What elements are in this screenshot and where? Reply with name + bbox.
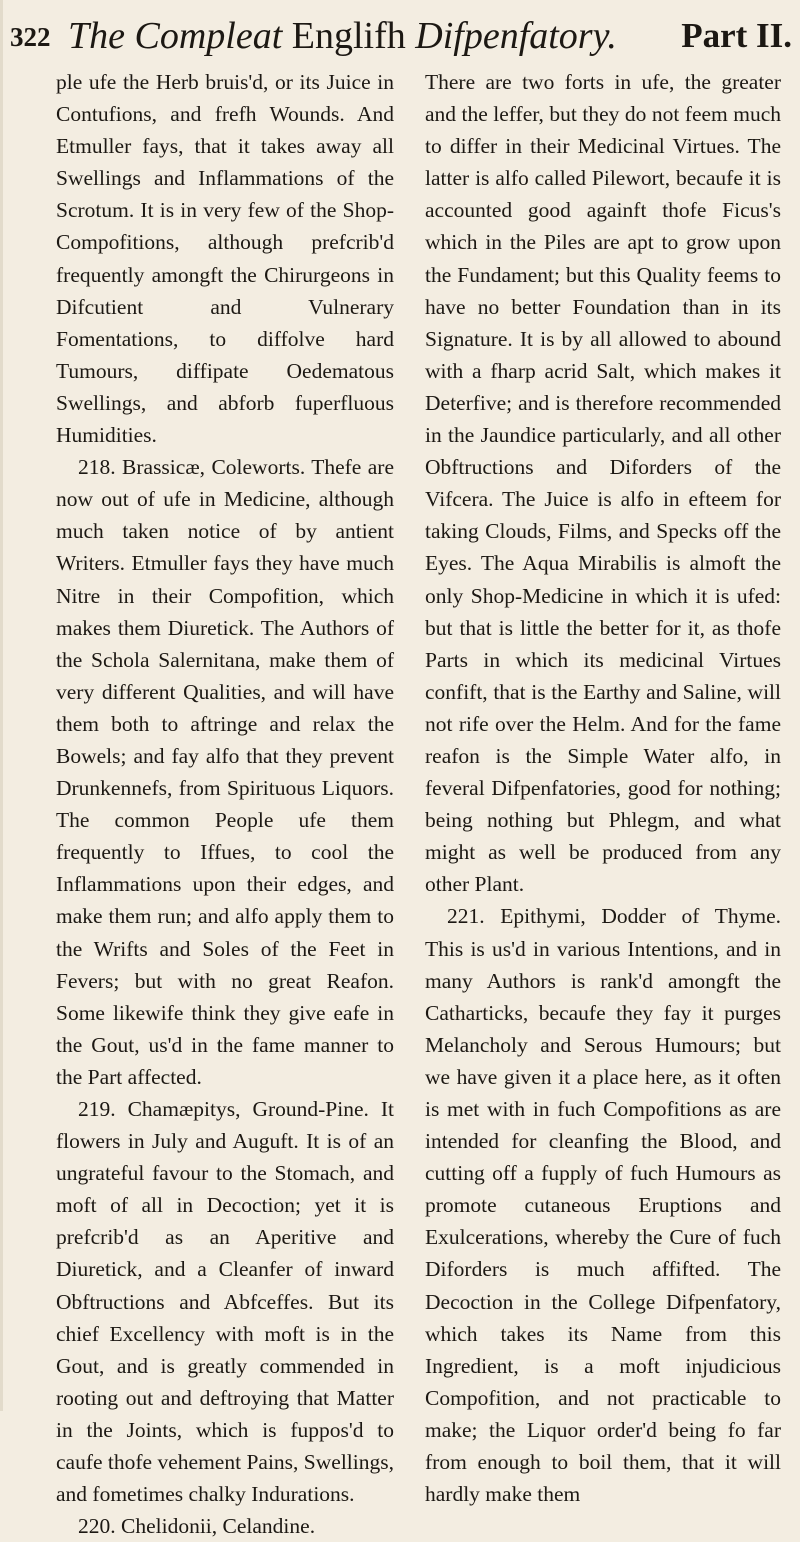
page-number: 322 [10, 22, 51, 52]
page-header [0, 10, 800, 66]
page-edge [0, 0, 3, 1411]
running-title-italic-1: The Compleat [68, 15, 283, 57]
running-title [68, 14, 617, 58]
paragraph: 218. Brassicæ, Coleworts. Thefe are now out of ufe in Medicine, although much taken notice of by antient Writers. Etmuller fays they have much Nitre in their Compofition, which makes them Diuretick. The Authors of the Schola Salernitana, make them of very different Qualities, and will have them both to aftringe and relax the Bowels; and fay alfo that they prevent Drunkennefs, from Spirituous Liquors. The common People ufe them frequently to Iffues, to cool the Inflammations upon their edges, and make them run; and alfo apply them to the Wrifts and Soles of the Feet in Fevers; but with no great Reafon. Some likewife think they give eafe in the Gout, us'd in the fame manner to the Part affected. [56, 455, 394, 1089]
part-label: Part II. [681, 16, 792, 55]
paragraph: ple ufe the Herb bruis'd, or its Juice in Contufions, and frefh Wounds. And Etmuller fays, that it takes away all Swellings and Inflammations of the Scrotum. It is in very few of the Shop-Compofitions, although prefcrib'd frequently amongft the Chirurgeons in Difcutient and Vulnerary Fomentations, to diffolve hard Tumours, diffipate Oedematous Swellings, and abforb fuperfluous Humidities. [56, 70, 394, 448]
paragraph: 219. Chamæpitys, Ground-Pine. It flowers in July and Auguft. It is of an ungrateful favour to the Stomach, and moft of all in Decoction; yet it is prefcrib'd as an Aperitive and Diuretick, and a Cleanfer of inward Obftructions and Abfceffes. But its chief Excellency with moft is in the Gout, and is greatly commended in rooting out and deftroying that Matter in the Joints, which is fuppos'd to caufe thofe vehement Pains, Swellings, and fometimes chalky Indurations. [56, 1097, 394, 1507]
paragraph: There are two forts in ufe, the greater and the leffer, but they do not feem much to differ in their Medicinal Virtues. The latter is alfo called Pilewort, becaufe it is accounted good againft thofe Ficus's which in the Piles are apt to grow upon the Fundament; but this Quality feems to have no better Foundation than in its Signature. It is by all allowed to abound with a fharp acrid Salt, which makes it Deterfive; and is therefore recommended in the Jaundice particularly, and all other Obftructions and Diforders of the Vifcera. The Juice is alfo in efteem for taking Clouds, Films, and Specks off the Eyes. The Aqua Mirabilis is almoft the only Shop-Medicine in which it is ufed: but that is little the better for it, as thofe Parts in which its medicinal Virtues confift, that is the Earthy and Saline, will not rife over the Helm. And for the fame reafon is the Simple Water alfo, in feveral Difpenfatories, good for nothing; being nothing but Phlegm, and what might as well be produced from any other Plant. [425, 70, 781, 897]
right-column [425, 66, 781, 1507]
running-title-plain: Englifh [282, 15, 416, 57]
paragraph: 221. Epithymi, Dodder of Thyme. This is us'd in various Intentions, and in many Authors is rank'd amongft the Catharticks, becaufe they fay it purges Melancholy and Serous Humours; but we have given it a place here, as it often is met with in fuch Compofitions as are intended for cleanfing the Blood, and cutting off a fupply of fuch Humours as promote cutaneous Eruptions and Exulcerations, whereby the Cure of fuch Diforders is much affifted. The Decoction in the College Difpenfatory, which takes its Name from this Ingredient, is a moft injudicious Compofition, and not practicable to make; the Liquor order'd being fo far from enough to boil them, that it will hardly make them [425, 904, 781, 1507]
left-column [56, 66, 394, 1539]
paragraph: 220. Chelidonii, Celandine. [78, 1514, 316, 1539]
running-title-italic-2: Difpenfatory. [415, 15, 617, 57]
